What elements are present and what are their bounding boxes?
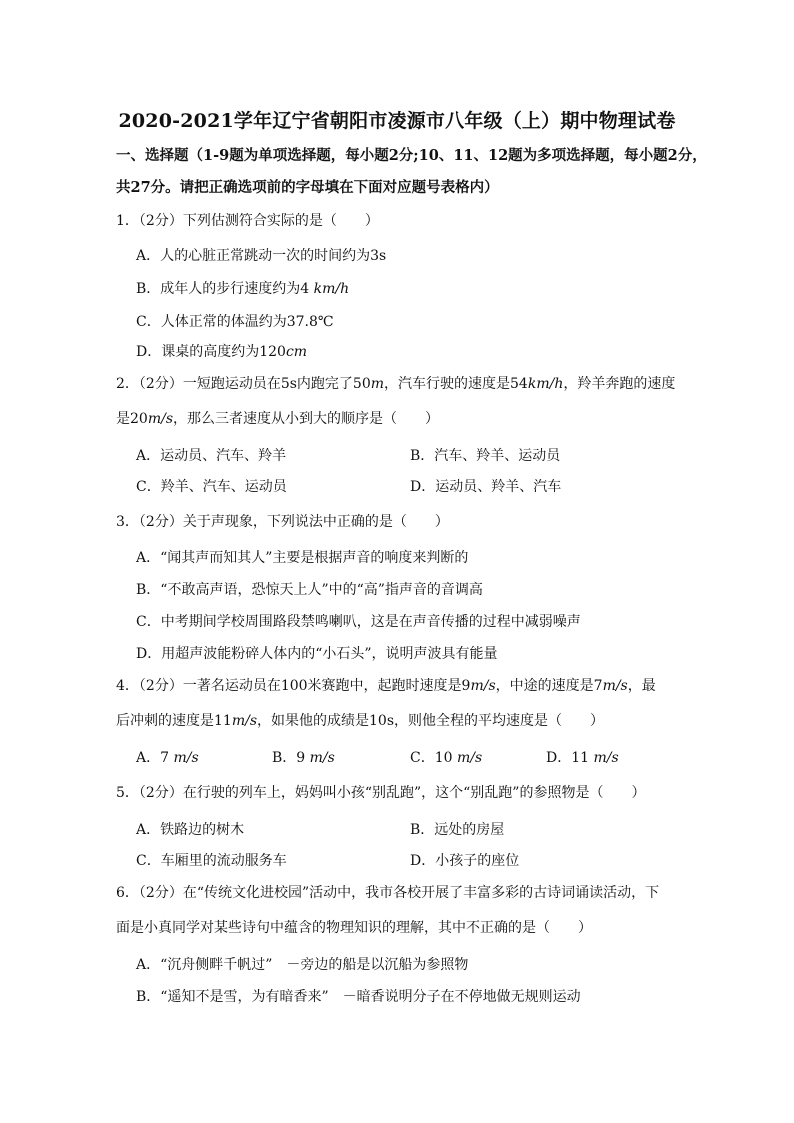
- q3-option-b: B．“不敢高声语，恐惊天上人”中的“高”指声音的音调高: [136, 582, 483, 598]
- section-instructions-line2: 共27分。请把正确选项前的字母填在下面对应题号表格内）: [116, 179, 499, 196]
- q4-option-a-text: A．7: [136, 750, 174, 766]
- q4-stem-line1: [116, 677, 656, 695]
- q4-stem-line2: [116, 712, 604, 730]
- q3-option-a: A．“闻其声而知其人”主要是根据声音的响度来判断的: [136, 550, 469, 566]
- q6-stem-line1: 6．（2分）在“传统文化进校园”活动中，我市各校开展了丰富多彩的古诗词诵读活动，下: [116, 885, 660, 901]
- q4-option-c-text: C．10: [410, 750, 457, 766]
- q2-stem-line2: [116, 410, 439, 428]
- section-instructions: [116, 140, 707, 204]
- q2-option-b: B．汽车、羚羊、运动员: [410, 448, 561, 464]
- q2-stem-part3: ，羚羊奔跑的速度: [563, 376, 676, 392]
- q4-stem-part3: ，最: [627, 678, 656, 694]
- q2-option-d: D．运动员、羚羊、汽车: [410, 479, 562, 495]
- q5-option-c: C．车厢里的流动服务车: [136, 853, 287, 869]
- q4-option-d: [546, 749, 619, 767]
- q4-stem-unit3: m/s: [231, 713, 258, 729]
- q1-option-b: [136, 280, 349, 298]
- q1-option-b-unit: km/h: [313, 281, 350, 297]
- q4-option-d-text: D．11: [546, 750, 594, 766]
- q5-option-b: B．远处的房屋: [410, 822, 505, 838]
- q2-option-c: C．羚羊、汽车、运动员: [136, 479, 287, 495]
- q4-stem-part5: ，如果他的成绩是10s，则他全程的平均速度是（ ）: [257, 713, 605, 729]
- q6-option-b: B．“遥知不是雪，为有暗香来” －暗香说明分子在不停地做无规则运动: [136, 989, 581, 1005]
- q5-stem: 5．（2分）在行驶的列车上，妈妈叫小孩“别乱跑”，这个“别乱跑”的参照物是（ ）: [116, 785, 646, 801]
- q3-option-d: D．用超声波能粉碎人体内的“小石头”，说明声波具有能量: [136, 646, 498, 662]
- q1-option-a: A．人的心脏正常跳动一次的时间约为3s: [136, 248, 387, 264]
- q2-stem-unit2: km/h: [527, 376, 564, 392]
- q1-option-d-unit: cm: [285, 344, 308, 360]
- q3-option-c: C．中考期间学校周围路段禁鸣喇叭，这是在声音传播的过程中减弱噪声: [136, 614, 581, 630]
- q4-stem-unit2: m/s: [602, 678, 628, 694]
- q4-option-a: [136, 749, 199, 767]
- q2-stem-unit1: m: [370, 376, 385, 392]
- q5-option-a: A．铁路边的树木: [136, 822, 245, 838]
- q1-option-d-text: D．课桌的高度约为120: [136, 344, 286, 360]
- section-instructions-line1: 一、选择题（1-9题为单项选择题，每小题2分;10、11、12题为多项选择题，每小题2分，: [116, 147, 707, 164]
- q2-option-a: A．运动员、汽车、羚羊: [136, 448, 287, 464]
- q5-option-d: D．小孩子的座位: [410, 853, 520, 869]
- q4-option-b-unit: m/s: [309, 750, 335, 766]
- q4-stem-part4: 后冲刺的速度是11: [116, 713, 232, 729]
- q4-stem-part2: ，中途的速度是7: [495, 678, 603, 694]
- q4-option-b-text: B．9: [272, 750, 310, 766]
- q4-option-b: [272, 749, 335, 767]
- q1-option-c: C．人体正常的体温约为37.8℃: [136, 314, 334, 330]
- q1-option-d: [136, 343, 307, 361]
- page-title: 2020-2021学年辽宁省朝阳市凌源市八年级（上）期中物理试卷: [118, 110, 676, 132]
- q2-stem-part4: 是20: [116, 411, 148, 427]
- q4-option-d-unit: m/s: [593, 750, 619, 766]
- q4-option-c: [410, 749, 482, 767]
- q2-stem-part5: ，那么三者速度从小到大的顺序是（ ）: [173, 411, 440, 427]
- q4-option-c-unit: m/s: [456, 750, 483, 766]
- q2-stem-line1: [116, 375, 675, 393]
- q6-stem-line2: 面是小真同学对某些诗句中蕴含的物理知识的理解，其中不正确的是（ ）: [116, 920, 592, 936]
- q1-option-b-text: B．成年人的步行速度约为4: [136, 281, 314, 297]
- q3-stem: 3．（2分）关于声现象，下列说法中正确的是（ ）: [116, 514, 449, 530]
- q1-stem: 1．（2分）下列估测符合实际的是（ ）: [116, 213, 379, 229]
- q4-stem-part1: 4．（2分）一著名运动员在100米赛跑中，起跑时速度是9: [116, 678, 471, 694]
- q4-option-a-unit: m/s: [173, 750, 199, 766]
- q2-stem-unit3: m/s: [147, 411, 174, 427]
- q4-stem-unit1: m/s: [470, 678, 496, 694]
- q2-stem-part1: 2．（2分）一短跑运动员在5s内跑完了50: [116, 376, 371, 392]
- q2-stem-part2: ，汽车行驶的速度是54: [384, 376, 528, 392]
- q6-option-a: A．“沉舟侧畔千帆过” －旁边的船是以沉船为参照物: [136, 957, 469, 973]
